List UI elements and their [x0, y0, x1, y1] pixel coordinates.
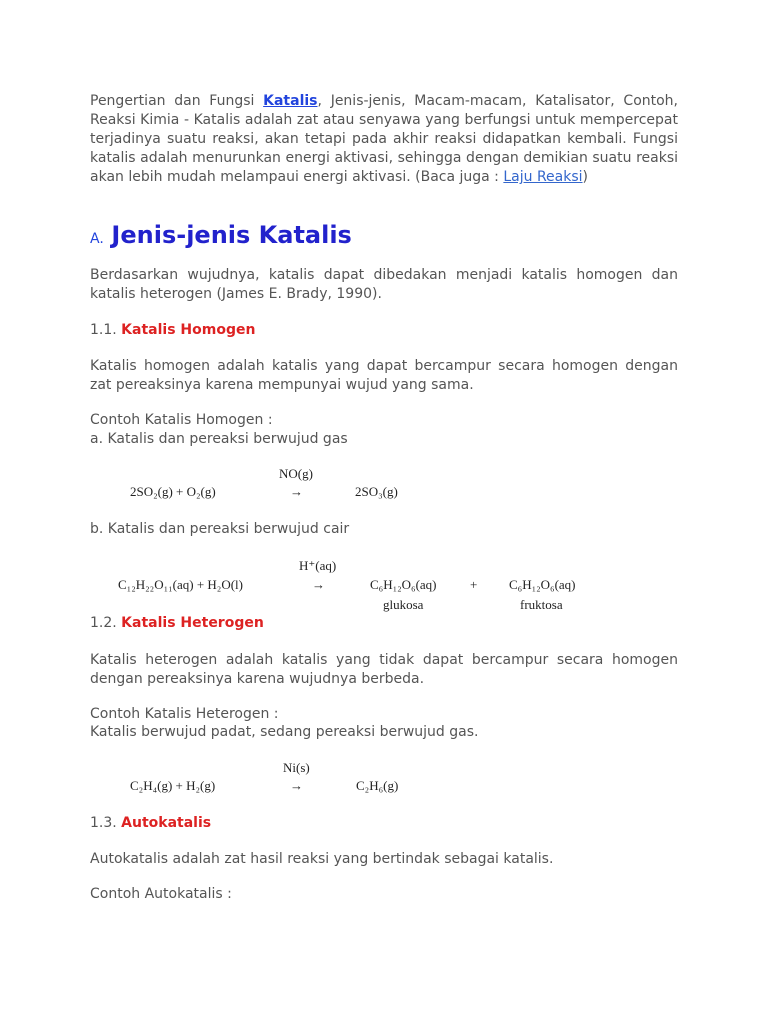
heterogen-heading: [90, 614, 264, 633]
intro-text-2: , Jenis-jenis, Macam-macam, Katalisator, Contoh, Reaksi Kimia - Katalis adalah zat atau senyawa yang berfungsi untuk mempercepat terjadinya suatu reaksi, akan tetapi pada akhir reaksi didapatkan kembali. Fungsi katalis adalah menurunkan energi aktivasi, sehingga dengan demikian suatu reaksi akan lebih mudah melampaui energi aktivasi. (Baca juga :: [90, 93, 679, 185]
eq2-reactants: C₁₂H₂₂O₁₁(aq) + H₂O(l): [118, 577, 243, 592]
homogen-heading: [90, 321, 255, 340]
heterogen-text: Katalis heterogen adalah katalis yang tidak dapat bercampur secara homogen dengan pereaksinya karena wujudnya berbeda.: [90, 652, 678, 687]
homogen-example-a: a. Katalis dan pereaksi berwujud gas: [90, 431, 348, 447]
heterogen-examples-label: Contoh Katalis Heterogen :: [90, 706, 279, 722]
section-a-text: Berdasarkan wujudnya, katalis dapat dibedakan menjadi katalis homogen dan katalis heterogen (James E. Brady, 1990).: [90, 267, 678, 302]
eq2-product-1-name: glukosa: [383, 597, 424, 612]
heterogen-title: Katalis Heterogen: [121, 615, 264, 631]
homogen-num: 1.1.: [90, 322, 117, 338]
section-a-title: Jenis-jenis Katalis: [111, 221, 352, 249]
eq2-product-1: C₆H₁₂O₆(aq): [370, 577, 437, 592]
heterogen-num: 1.2.: [90, 615, 117, 631]
eq1-product: 2SO₃(g): [355, 484, 398, 499]
autokatalis-examples-label: Contoh Autokatalis :: [90, 886, 232, 902]
katalis-link[interactable]: Katalis: [263, 93, 318, 109]
eq2-arrow: →: [312, 577, 325, 592]
eq1-reactants: 2SO₂(g) + O₂(g): [130, 484, 216, 499]
eq2-product-2-name: fruktosa: [520, 597, 563, 612]
homogen-text: Katalis homogen adalah katalis yang dapat bercampur secara homogen dengan zat pereaksinya karena mempunyai wujud yang sama.: [90, 358, 678, 393]
eq3-arrow: →: [290, 778, 303, 793]
eq2-catalyst: H⁺(aq): [299, 558, 337, 573]
homogen-example-b: b. Katalis dan pereaksi berwujud cair: [90, 521, 350, 537]
section-a-heading: [90, 220, 352, 254]
intro-paragraph: [90, 92, 678, 187]
eq3-reactants: C₂H₄(g) + H₂(g): [130, 778, 216, 793]
homogen-title: Katalis Homogen: [121, 322, 256, 338]
autokatalis-text: Autokatalis adalah zat hasil reaksi yang bertindak sebagai katalis.: [90, 851, 554, 867]
autokatalis-num: 1.3.: [90, 815, 117, 831]
homogen-examples-label: Contoh Katalis Homogen :: [90, 412, 273, 428]
autokatalis-title: Autokatalis: [121, 815, 212, 831]
heterogen-example-text: Katalis berwujud padat, sedang pereaksi berwujud gas.: [90, 724, 479, 740]
eq3-catalyst: Ni(s): [283, 760, 310, 775]
intro-text-3: ): [582, 169, 589, 185]
eq3-product: C₂H₆(g): [356, 778, 399, 793]
eq1-arrow: →: [290, 484, 303, 499]
eq2-product-2: C₆H₁₂O₆(aq): [509, 577, 576, 592]
eq2-plus: +: [470, 577, 478, 592]
laju-reaksi-link[interactable]: Laju Reaksi: [503, 169, 583, 185]
autokatalis-heading: [90, 814, 211, 833]
intro-text-1: Pengertian dan Fungsi: [90, 93, 264, 109]
eq1-catalyst: NO(g): [279, 466, 313, 481]
section-a-prefix: A.: [90, 231, 104, 247]
